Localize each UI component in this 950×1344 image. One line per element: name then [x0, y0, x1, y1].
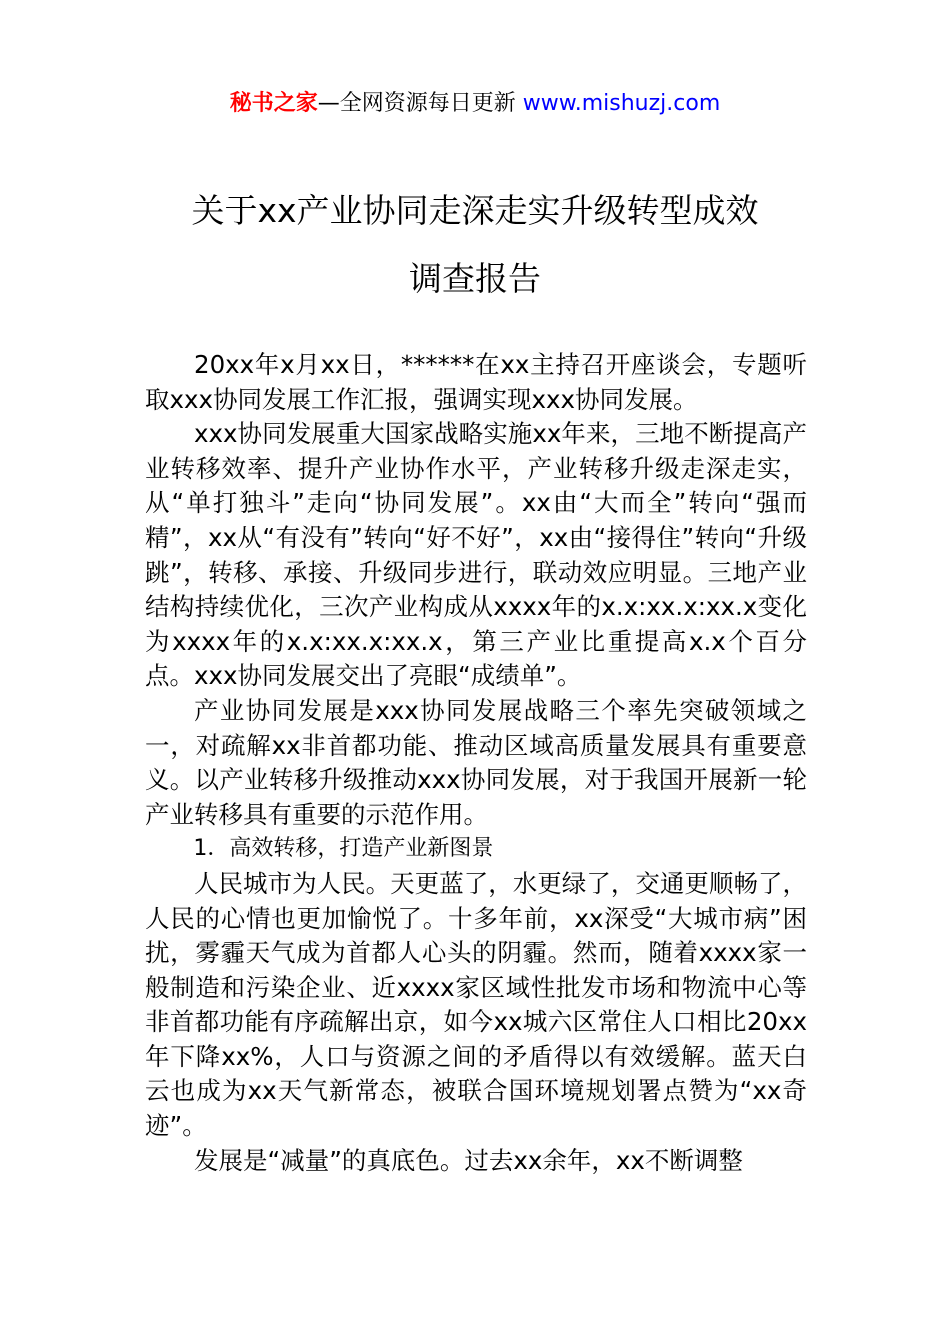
paragraph-development: 发展是“减量”的真底色。过去xx余年，xx不断调整: [194, 1145, 743, 1175]
paragraph-achievements: xxx协同发展重大国家战略实施xx年来，三地不断提高产业转移效率、提升产业协作水平，产业转移升级走深走实，从“单打独斗”走向“协同发展”。xx由“大而全”转向“强而精”，xx从“有没有”转向“好不好”，xx由“接得住”转向“升级跳”，转移、承接、升级同步进行，联动效应明显。三地产业结构持续优化，三次产业构成从xxxx年的x.x:xx.x:xx.x变化为xxxx年的x.x:xx.x:xx.x，第三产业比重提高x.x个百分点。xxx协同发展交出了亮眼“成绩单”。: [145, 419, 807, 691]
site-header: [0, 88, 950, 120]
report-title: 关于xx产业协同走深走实升级转型成效: [191, 191, 759, 230]
header-tagline: —全网资源每日更新: [317, 91, 523, 116]
report-title-continued: 调查报告: [409, 259, 541, 298]
report-body: [145, 348, 807, 1178]
paragraph-intro: 20xx年x月xx日，******在xx主持召开座谈会，专题听取xxx协同发展工作汇报，强调实现xxx协同发展。: [145, 350, 807, 414]
paragraph-significance: 产业协同发展是xxx协同发展战略三个率先突破领域之一，对疏解xx非首都功能、推动区域高质量发展具有重要意义。以产业转移升级推动xxx协同发展，对于我国开展新一轮产业转移具有重要的示范作用。: [145, 695, 807, 829]
section-heading: 1．高效转移，打造产业新图景: [193, 836, 494, 862]
paragraph-people-city: 人民城市为人民。天更蓝了，水更绿了，交通更顺畅了，人民的心情也更加愉悦了。十多年前，xx深受“大城市病”困扰，雾霾天气成为首都人心头的阴霾。然而，随着xxxx家一般制造和污染企业、近xxxx家区域性批发市场和物流中心等非首都功能有序疏解出京，如今xx城六区常住人口相比20xx年下降xx%，人口与资源之间的矛盾得以有效缓解。蓝天白云也成为xx天气新常态，被联合国环境规划署点赞为“xx奇迹”。: [145, 868, 807, 1141]
site-url-link[interactable]: www.mishuzj.com: [522, 91, 721, 116]
brand-name: 秘书之家: [229, 91, 318, 116]
